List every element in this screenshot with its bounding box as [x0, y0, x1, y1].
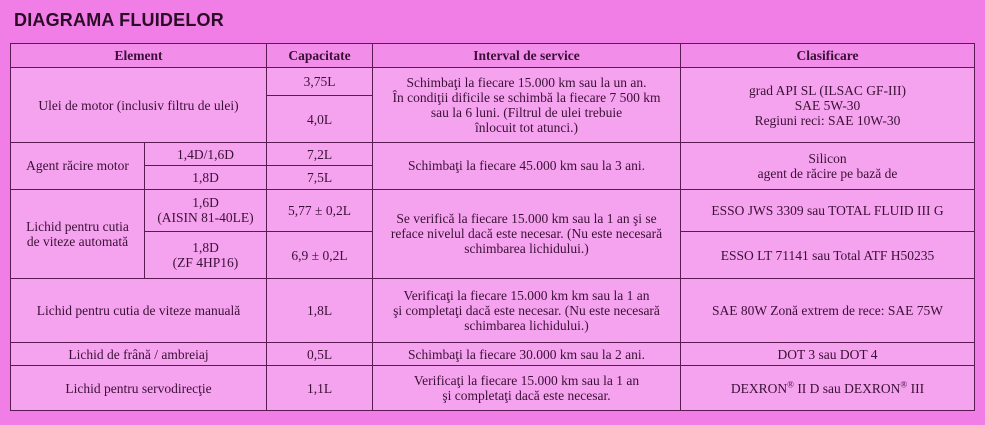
coolant-variant-2: 1,8D [145, 166, 267, 189]
header-row [11, 44, 975, 68]
steering-class-part-a: DEXRON [730, 380, 788, 396]
steering-class-part-c: III [907, 380, 925, 396]
auto-capacity-1: 5,77 ± 0,2L [267, 189, 373, 232]
auto-variant-1: 1,6D (AISIN 81-40LE) [145, 189, 267, 232]
coolant-capacity-2: 7,5L [267, 166, 373, 189]
coolant-classification: Silicon agent de răcire pe bază de [681, 142, 975, 189]
auto-classification-1: ESSO JWS 3309 sau TOTAL FLUID III G [681, 189, 975, 232]
oil-capacity-1: 3,75L [267, 68, 373, 96]
coolant-element: Agent răcire motor [11, 142, 145, 189]
table-row [11, 279, 975, 343]
table-row [11, 68, 975, 96]
oil-element: Ulei de motor (inclusiv filtru de ulei) [11, 68, 267, 142]
auto-element: Lichid pentru cutia de viteze automată [11, 189, 145, 278]
table-row [11, 142, 975, 165]
brake-element: Lichid de frână / ambreiaj [11, 342, 267, 365]
header-service: Interval de service [373, 44, 681, 68]
auto-capacity-2: 6,9 ± 0,2L [267, 232, 373, 279]
brake-service: Schimbaţi la fiecare 30.000 km sau la 2 ani. [373, 342, 681, 365]
steering-capacity: 1,1L [267, 366, 373, 411]
coolant-capacity-1: 7,2L [267, 142, 373, 165]
auto-classification-2: ESSO LT 71141 sau Total ATF H50235 [681, 232, 975, 279]
auto-variant-2: 1,8D (ZF 4HP16) [145, 232, 267, 279]
steering-element: Lichid pentru servodirecţie [11, 366, 267, 411]
table-row [11, 366, 975, 411]
manual-capacity: 1,8L [267, 279, 373, 343]
steering-classification [681, 366, 975, 411]
coolant-variant-1: 1,4D/1,6D [145, 142, 267, 165]
oil-classification: grad API SL (ILSAC GF-III) SAE 5W-30 Regiuni reci: SAE 10W-30 [681, 68, 975, 142]
oil-service: Schimbaţi la fiecare 15.000 km sau la un an. În condiţii dificile se schimbă la fiecare 7 500 km sau la 6 luni. (Filtrul de ulei trebuie înlocuit tot atunci.) [373, 68, 681, 142]
manual-service: Verificaţi la fiecare 15.000 km km sau la 1 an şi completaţi dacă este necesar. (Nu este necesară schimbarea lichidului.) [373, 279, 681, 343]
fluid-table [10, 43, 975, 411]
oil-capacity-2: 4,0L [267, 96, 373, 143]
steering-class-part-b: II D sau DEXRON [793, 380, 901, 396]
registered-mark: ® [787, 379, 794, 390]
manual-element: Lichid pentru cutia de viteze manuală [11, 279, 267, 343]
coolant-service: Schimbaţi la fiecare 45.000 km sau la 3 ani. [373, 142, 681, 189]
brake-capacity: 0,5L [267, 342, 373, 365]
manual-classification: SAE 80W Zonă extrem de rece: SAE 75W [681, 279, 975, 343]
registered-mark: ® [900, 379, 908, 390]
steering-service: Verificaţi la fiecare 15.000 km sau la 1 an şi completaţi dacă este necesar. [373, 366, 681, 411]
brake-classification: DOT 3 sau DOT 4 [681, 342, 975, 365]
page-title: DIAGRAMA FLUIDELOR [14, 10, 224, 30]
auto-service: Se verifică la fiecare 15.000 km sau la 1 an şi se reface nivelul dacă este necesar. (Nu este necesară schimbarea lichidului.) [373, 189, 681, 278]
table-row [11, 342, 975, 365]
header-element: Element [11, 44, 267, 68]
header-classification: Clasificare [681, 44, 975, 68]
header-capacity: Capacitate [267, 44, 373, 68]
table-row [11, 189, 975, 232]
